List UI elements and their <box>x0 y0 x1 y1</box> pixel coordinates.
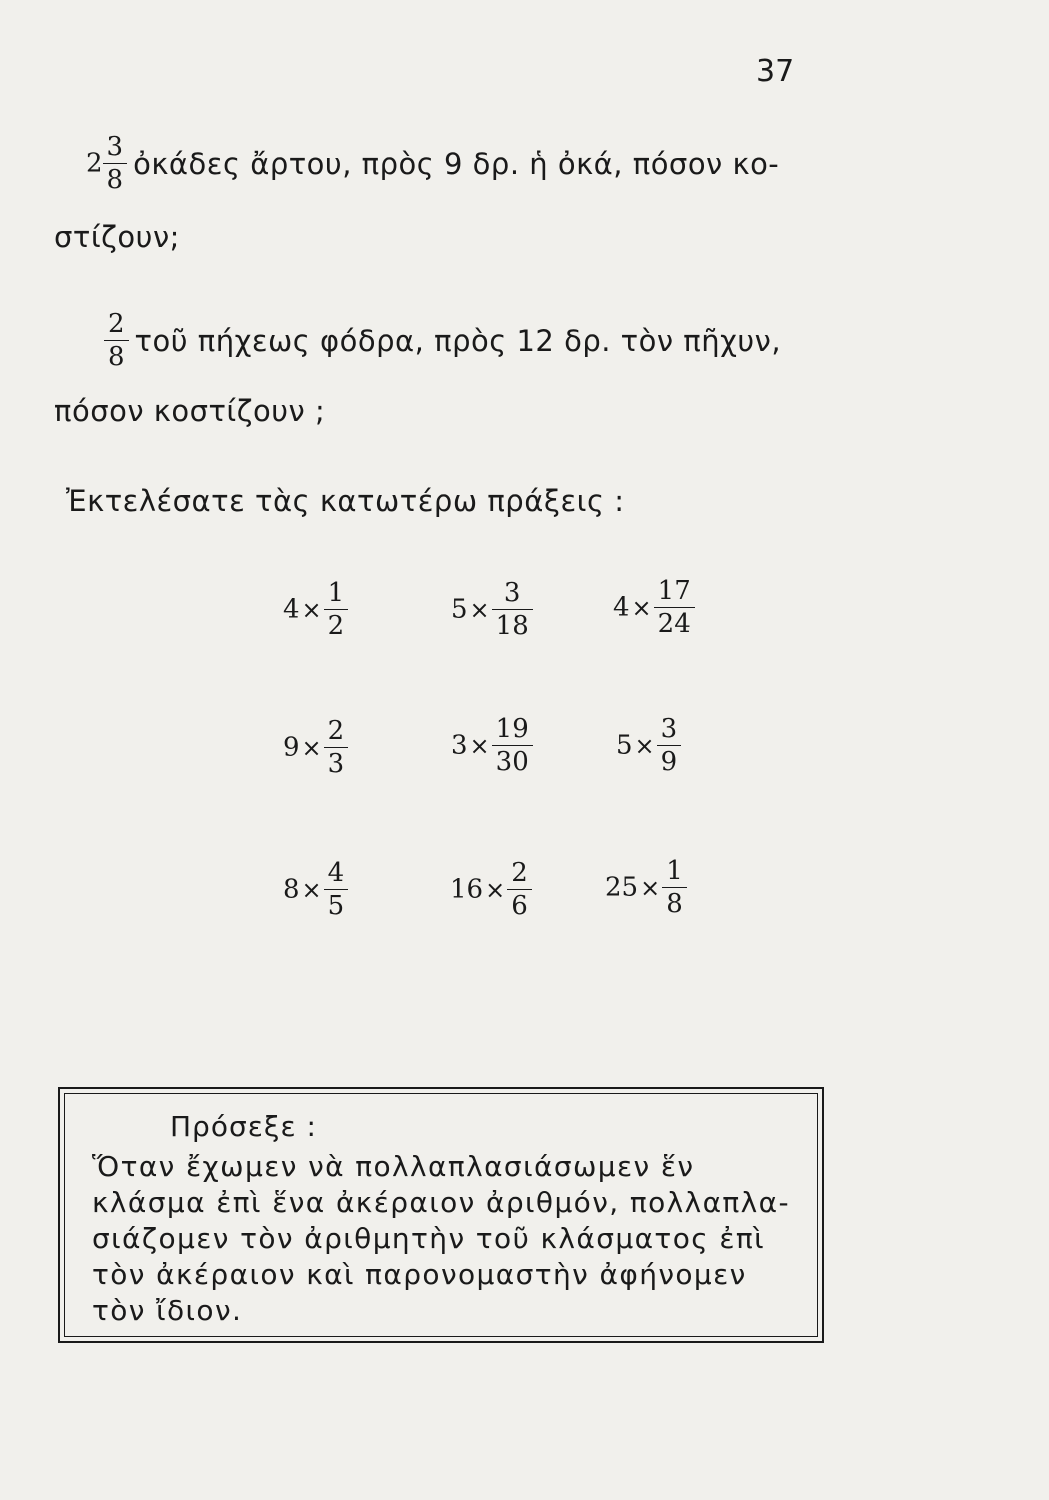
fraction-bar <box>654 607 695 608</box>
exercise-fraction <box>507 860 532 919</box>
fraction-numerator: 2 <box>108 309 125 339</box>
times-sign: × <box>301 733 322 762</box>
fraction-numerator: 3 <box>503 578 521 608</box>
exercise-fraction <box>324 580 349 639</box>
fraction-numerator: 2 <box>511 858 528 888</box>
fraction-numerator: 1 <box>327 578 345 608</box>
fraction-bar <box>662 887 687 888</box>
fraction-denominator: 5 <box>327 891 345 921</box>
note-line-4: τὸν ἀκέραιον καὶ παρονομαστὴν ἀφήνομεν <box>92 1258 747 1291</box>
fraction-numerator: 4 <box>327 858 345 888</box>
times-sign: × <box>301 875 322 904</box>
times-sign: × <box>640 873 661 902</box>
fraction-denominator: 2 <box>327 611 345 641</box>
exercise-integer: 9 <box>283 732 300 763</box>
problem2-text: τοῦ πήχεως φόδρα, πρὸς 12 δρ. τὸν πῆχυν, <box>134 323 782 358</box>
times-sign: × <box>634 731 655 760</box>
fraction-bar <box>507 889 532 890</box>
problem2-text-continued: πόσον κοστίζουν ; <box>54 394 326 428</box>
exercise-fraction <box>492 716 533 775</box>
fraction-denominator: 9 <box>660 747 678 777</box>
problem2-fraction-line <box>104 311 781 370</box>
note-line-5: τὸν ἴδιον. <box>92 1294 243 1327</box>
problem1-whole: 2 <box>86 148 103 179</box>
exercise-integer: 25 <box>605 872 639 903</box>
times-sign: × <box>469 731 490 760</box>
exercise-fraction <box>654 578 695 637</box>
problem2-fraction <box>104 311 129 370</box>
fraction-bar <box>104 340 129 341</box>
fraction-denominator: 30 <box>495 747 529 777</box>
note-line-1: Ὅταν ἔχωμεν νὰ πολλαπλασιάσωμεν ἕν <box>92 1150 695 1183</box>
exercise-integer: 4 <box>613 592 630 623</box>
fraction-bar <box>492 609 533 610</box>
instruction-text: Ἐκτελέσατε τὰς κατωτέρω πράξεις : <box>66 484 625 518</box>
exercise-fraction <box>324 860 349 919</box>
fraction-denominator: 24 <box>657 609 691 639</box>
exercise-integer: 5 <box>616 730 633 761</box>
times-sign: × <box>301 595 322 624</box>
fraction-denominator: 8 <box>108 342 125 372</box>
exercise-fraction <box>324 718 349 777</box>
problem1-fraction <box>103 134 128 193</box>
exercise-1 <box>283 580 348 639</box>
times-sign: × <box>485 875 506 904</box>
fraction-numerator: 3 <box>660 714 678 744</box>
exercise-8 <box>450 860 532 919</box>
fraction-denominator: 6 <box>511 891 528 921</box>
fraction-bar <box>492 745 533 746</box>
fraction-numerator: 17 <box>657 576 691 606</box>
fraction-denominator: 3 <box>327 749 345 779</box>
fraction-numerator: 1 <box>666 856 683 886</box>
fraction-numerator: 3 <box>106 132 124 162</box>
problem1-mixed-number <box>86 134 779 193</box>
exercise-5 <box>451 716 533 775</box>
exercise-integer: 5 <box>451 594 468 625</box>
problem1-text: ὀκάδες ἄρτου, πρὸς 9 δρ. ἡ ὀκά, πόσον κο- <box>133 146 780 181</box>
exercise-7 <box>283 860 348 919</box>
exercise-fraction <box>662 858 687 917</box>
fraction-bar <box>657 745 682 746</box>
note-title: Πρόσεξε : <box>170 1110 317 1143</box>
exercise-integer: 3 <box>451 730 468 761</box>
fraction-bar <box>103 163 128 164</box>
exercise-fraction <box>492 580 533 639</box>
exercise-integer: 8 <box>283 874 300 905</box>
exercise-fraction <box>657 716 682 775</box>
page-number: 37 <box>756 54 795 89</box>
times-sign: × <box>469 595 490 624</box>
fraction-bar <box>324 609 349 610</box>
exercise-2 <box>451 580 533 639</box>
fraction-bar <box>324 889 349 890</box>
exercise-integer: 4 <box>283 594 300 625</box>
problem1-text-continued: στίζουν; <box>54 220 180 254</box>
exercise-6 <box>616 716 681 775</box>
fraction-denominator: 8 <box>106 165 124 195</box>
times-sign: × <box>631 593 652 622</box>
exercise-integer: 16 <box>450 874 484 905</box>
fraction-numerator: 2 <box>327 716 345 746</box>
exercise-4 <box>283 718 348 777</box>
exercise-9 <box>605 858 687 917</box>
fraction-denominator: 18 <box>495 611 529 641</box>
note-line-3: σιάζομεν τὸν ἀριθμητὴν τοῦ κλάσματος ἐπὶ <box>92 1222 766 1255</box>
fraction-denominator: 8 <box>666 889 683 919</box>
note-line-2: κλάσμα ἐπὶ ἕνα ἀκέραιον ἀριθμόν, πολλαπλα- <box>92 1186 791 1219</box>
fraction-numerator: 19 <box>495 714 529 744</box>
fraction-bar <box>324 747 349 748</box>
exercise-3 <box>613 578 695 637</box>
